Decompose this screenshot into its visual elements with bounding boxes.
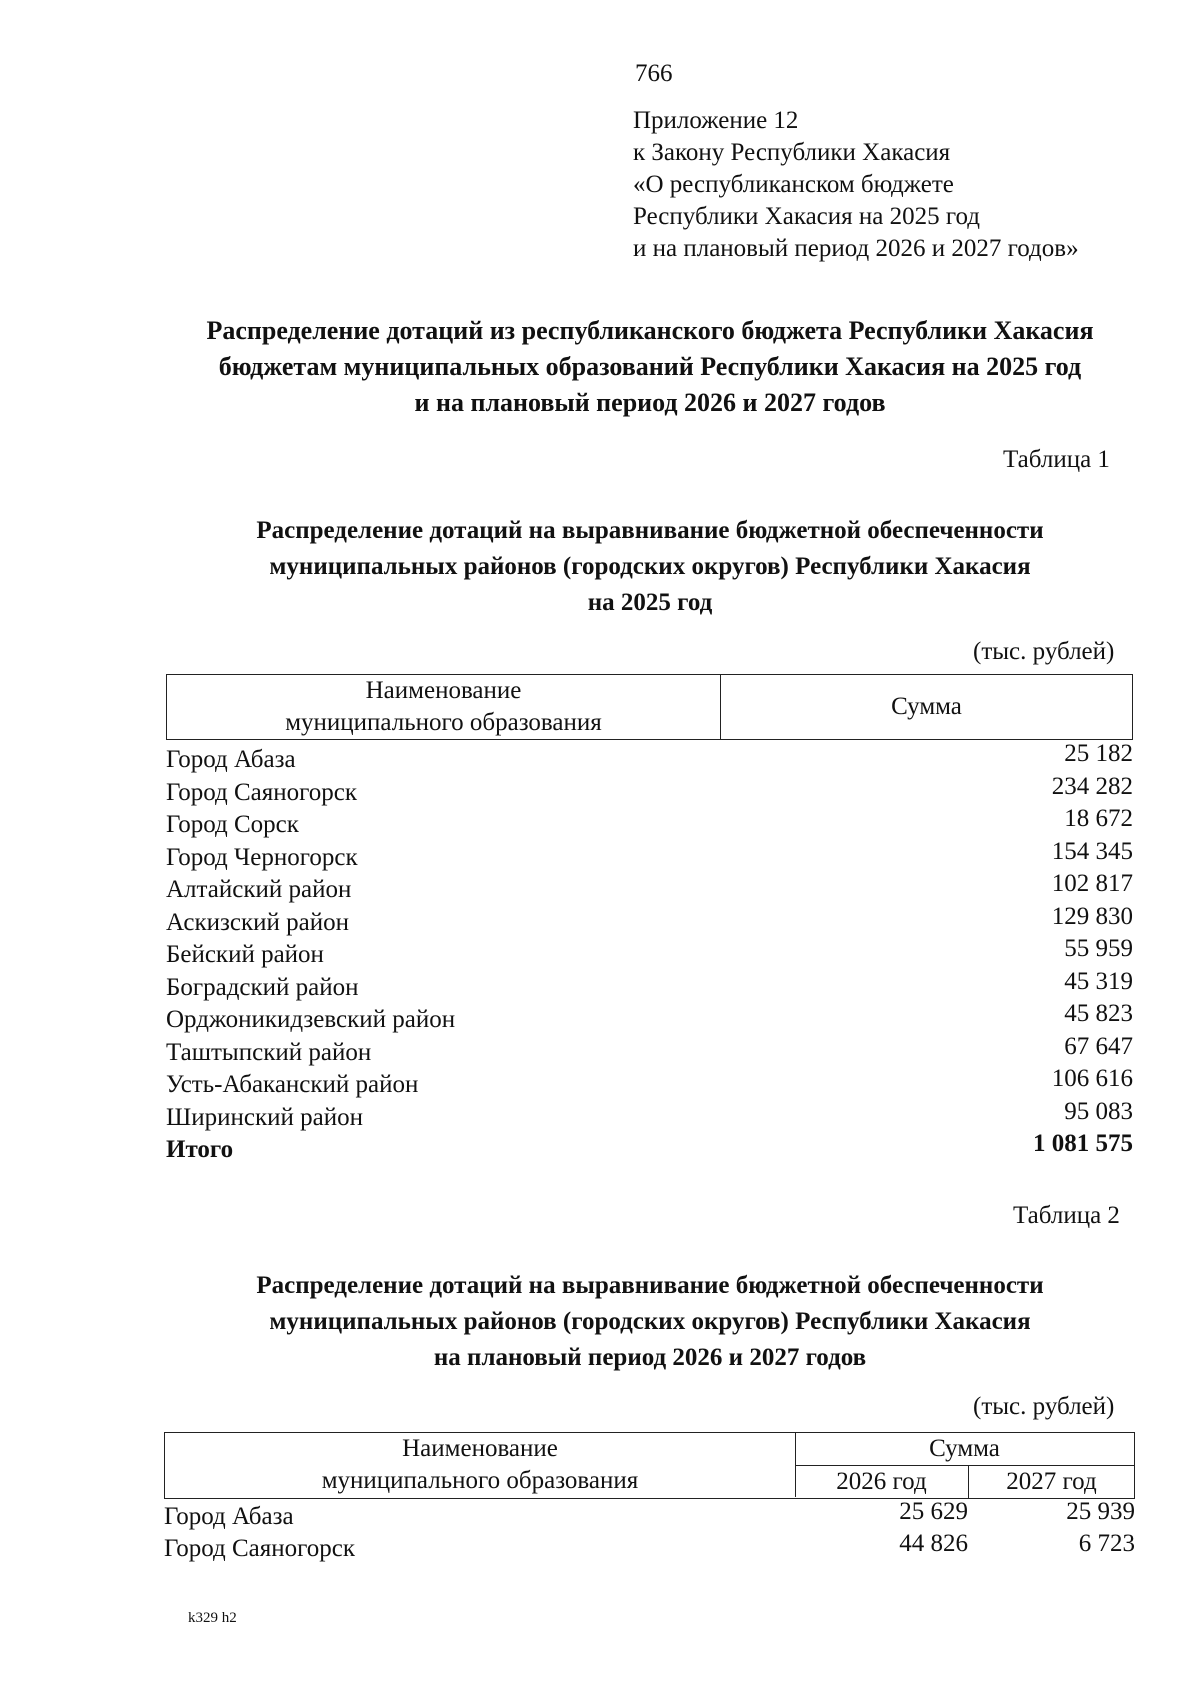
table-row xyxy=(166,742,1133,775)
table-row xyxy=(166,807,1133,840)
table-row xyxy=(164,1500,1135,1532)
header-name-line2: муниципального образования xyxy=(285,709,602,736)
footer-code: k329 h2 xyxy=(188,1610,237,1626)
row-name: Боградский район xyxy=(166,973,359,1001)
table2-header-year-2026: 2026 год xyxy=(795,1466,969,1498)
table2-title xyxy=(150,1268,1150,1376)
table1-units: (тыс. рублей) xyxy=(973,638,1115,665)
row-name: Город Абаза xyxy=(164,1503,294,1530)
table1-header-sum: Сумма xyxy=(891,693,962,720)
row-value-2027: 25 939 xyxy=(1066,1498,1135,1525)
row-name: Город Сорск xyxy=(166,811,299,838)
row-value-2026: 44 826 xyxy=(899,1530,968,1557)
row-name: Город Саяногорск xyxy=(166,778,358,806)
table-row xyxy=(166,902,1133,938)
table-row xyxy=(166,772,1133,808)
table-row xyxy=(166,837,1133,873)
appendix-line: Республики Хакасия на 2025 год xyxy=(633,203,981,230)
row-value: 95 083 xyxy=(1064,1097,1133,1125)
table-row xyxy=(166,937,1133,970)
row-name: Город Черногорск xyxy=(166,843,358,871)
appendix-line: к Закону Республики Хакасия xyxy=(633,139,951,166)
table2-header xyxy=(164,1432,1135,1499)
row-name: Аскизский район xyxy=(166,908,350,936)
table-row xyxy=(164,1532,1135,1564)
row-value: 106 616 xyxy=(1051,1065,1133,1092)
row-name: Таштыпский район xyxy=(166,1038,372,1066)
table1-header xyxy=(166,674,1133,740)
table-row xyxy=(166,1002,1133,1035)
table1-title-line: Распределение дотаций на выравнивание бюджетной обеспеченности xyxy=(256,517,1044,544)
row-value: 18 672 xyxy=(1064,805,1133,832)
page-number: 766 xyxy=(635,60,673,87)
table-row xyxy=(166,1067,1133,1100)
table1-body xyxy=(166,742,1133,1165)
main-title-line: и на плановый период 2026 и 2027 годов xyxy=(414,388,886,417)
table1-title-line: муниципальных районов (городских округов) Республики Хакасия xyxy=(269,553,1031,580)
appendix-note xyxy=(633,105,1079,265)
table2-units: (тыс. рублей) xyxy=(973,1393,1115,1420)
table2-header-sum: Сумма xyxy=(795,1433,1134,1466)
row-name: Город Саяногорск xyxy=(164,1535,356,1562)
row-value-2026: 25 629 xyxy=(899,1498,968,1525)
row-value-2027: 6 723 xyxy=(1078,1530,1135,1557)
row-value: 129 830 xyxy=(1051,902,1133,930)
table1-title-line: на 2025 год xyxy=(587,589,713,616)
table1-header-name xyxy=(167,675,721,739)
appendix-line: Приложение 12 xyxy=(633,107,799,134)
row-name: Орджоникидзевский район xyxy=(166,1006,456,1033)
row-name: Город Абаза xyxy=(166,746,296,773)
row-value: 45 319 xyxy=(1064,967,1133,995)
row-value: 234 282 xyxy=(1051,772,1133,800)
table2-header-name xyxy=(165,1433,796,1497)
table2-label: Таблица 2 xyxy=(1013,1202,1120,1229)
table2-title-line: Распределение дотаций на выравнивание бюджетной обеспеченности xyxy=(256,1272,1044,1299)
table2-title-line: муниципальных районов (городских округов) Республики Хакасия xyxy=(269,1308,1031,1335)
table1-title xyxy=(150,513,1150,621)
table2-header-year-2027: 2027 год xyxy=(1006,1468,1097,1495)
row-value: 55 959 xyxy=(1064,935,1133,962)
row-name: Усть-Абаканский район xyxy=(166,1071,419,1098)
row-name: Ширинский район xyxy=(166,1103,363,1131)
table1-label: Таблица 1 xyxy=(1003,446,1110,473)
table2-title-line: на плановый период 2026 и 2027 годов xyxy=(433,1344,867,1371)
row-value: 25 182 xyxy=(1064,740,1133,767)
row-name: Бейский район xyxy=(166,941,324,968)
table-row xyxy=(166,1097,1133,1133)
table-row xyxy=(166,1032,1133,1068)
header-name-line1: Наименование xyxy=(365,677,522,704)
main-title-line: бюджетам муниципальных образований Республики Хакасия на 2025 год xyxy=(218,352,1082,381)
header-name-line1: Наименование xyxy=(402,1435,558,1462)
row-value: 67 647 xyxy=(1064,1032,1133,1060)
table-row xyxy=(166,967,1133,1003)
main-title xyxy=(150,313,1150,421)
row-name: Алтайский район xyxy=(166,876,352,903)
table-row xyxy=(166,872,1133,905)
total-row xyxy=(166,1132,1133,1165)
row-value: 154 345 xyxy=(1051,837,1133,865)
appendix-line: «О республиканском бюджете xyxy=(633,171,954,198)
appendix-line: и на плановый период 2026 и 2027 годов» xyxy=(633,235,1079,262)
total-value: 1 081 575 xyxy=(1033,1130,1133,1157)
total-label: Итого xyxy=(166,1136,234,1163)
table2-body xyxy=(164,1500,1135,1564)
header-name-line2: муниципального образования xyxy=(321,1467,639,1494)
main-title-line: Распределение дотаций из республиканского бюджета Республики Хакасия xyxy=(206,316,1094,345)
row-value: 45 823 xyxy=(1064,1000,1133,1027)
row-value: 102 817 xyxy=(1051,870,1133,897)
